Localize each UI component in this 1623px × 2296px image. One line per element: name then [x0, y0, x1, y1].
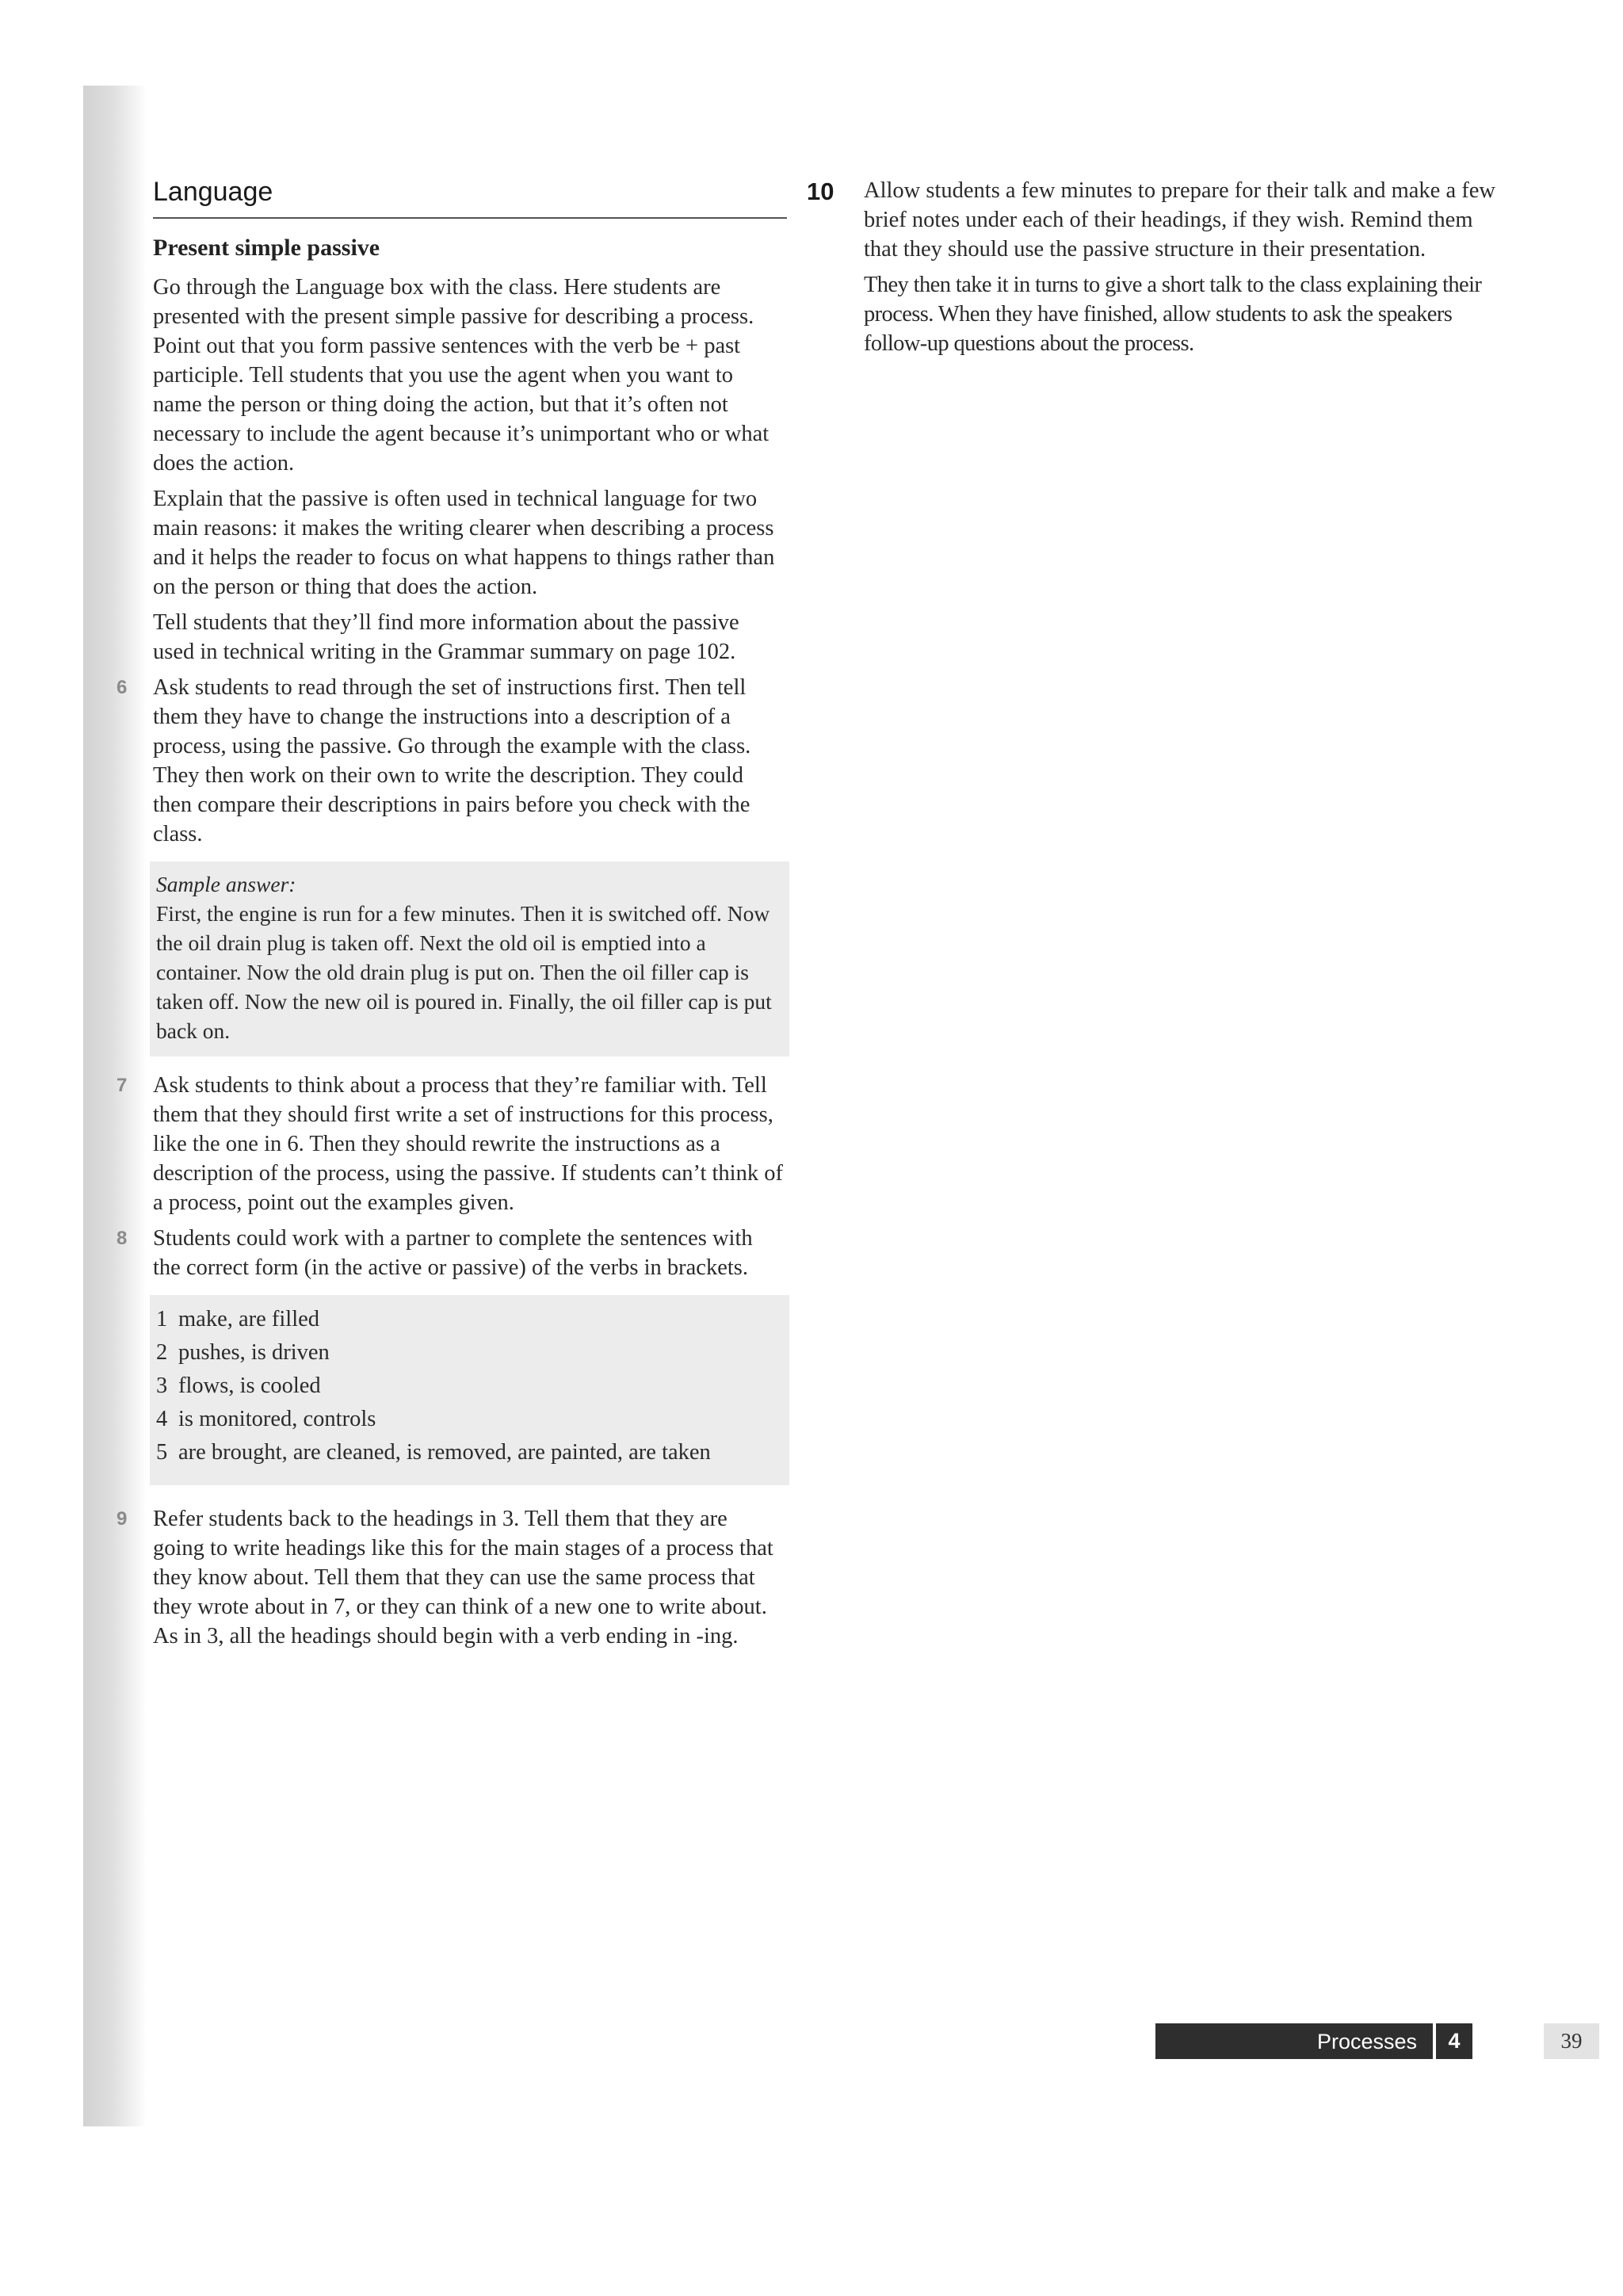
language-paragraph: Tell students that they’ll find more information about the passive used in technical writing in the Grammar summary on page 102. [153, 610, 739, 664]
item-text-continued: They then take it in turns to give a short talk to the class explaining their process. When they have finished, allow students to ask the speakers follow-up questions about the process. [864, 273, 1482, 356]
item-number: 6 [116, 677, 128, 698]
sample-answer-label: Sample answer: [156, 872, 296, 896]
answer-key-number: 2 [156, 1340, 168, 1365]
answer-key-box [150, 1295, 789, 1485]
answer-key-text: pushes, is driven [178, 1340, 330, 1365]
item-8 [116, 1224, 783, 1282]
left-column [116, 170, 783, 1657]
item-text: Allow students a few minutes to prepare for their talk and make a few brief notes under each of their headings, if they wish. Remind them that they should use the passive structure in their presentation. [864, 178, 1495, 262]
answer-key-text: make, are filled [178, 1307, 320, 1331]
answer-key-number: 1 [156, 1307, 168, 1331]
answer-key-row [156, 1305, 778, 1334]
answer-key-row [156, 1438, 778, 1467]
chapter-footer-bar [1155, 2023, 1472, 2059]
item-9 [116, 1504, 783, 1651]
present-simple-passive-subheading: Present simple passive [153, 235, 380, 261]
page-number: 39 [1544, 2023, 1599, 2059]
answer-key-number: 3 [156, 1373, 168, 1398]
language-paragraph: Go through the Language box with the class. Here students are presented with the present simple passive for describing a process. Point out that you form passive sentences with the verb be + past participle. Tell students that you use the agent when you want to name the person or thing doing the action, but that it’s often not necessary to include the agent because it’s unimportant who or what does the action. [153, 275, 769, 476]
language-paragraph: Explain that the passive is often used in technical language for two main reasons: it makes the writing clearer when describing a process and it helps the reader to focus on what happens to things rather than on the person or thing that does the action. [153, 487, 775, 599]
item-text: Ask students to read through the set of instructions first. Then tell them they have to change the instructions into a description of a process, using the passive. Go through the example with the class. They then work on their own to write the description. They could then compare their descriptions in pairs before you check with the class. [153, 675, 751, 846]
chapter-title: Processes [1316, 2030, 1417, 2053]
chapter-number: 4 [1448, 2029, 1461, 2053]
item-number: 7 [116, 1075, 128, 1096]
right-column [807, 176, 1506, 365]
sample-answer-box [150, 861, 789, 1056]
item-text: Refer students back to the headings in 3. Tell them that they are going to write headings like this for the main stages of a process that they know about. Tell them that they can use the same process that they wrote about in 7, or they can think of a new one to write about. As in 3, all the headings should begin with a verb ending in -ing. [153, 1507, 773, 1648]
item-10 [807, 176, 1506, 358]
item-6 [116, 673, 783, 849]
language-heading: Language [153, 170, 787, 219]
answer-key-text: is monitored, controls [178, 1407, 376, 1431]
answer-key-text: are brought, are cleaned, is removed, are painted, are taken [178, 1440, 711, 1465]
item-text: Ask students to think about a process that they’re familiar with. Tell them that they should first write a set of instructions for this process, like the one in 6. Then they should rewrite the instructions as a description of the process, using the passive. If students can’t think of a process, point out the examples given. [153, 1073, 783, 1215]
item-text: Students could work with a partner to complete the sentences with the correct form (in the active or passive) of the verbs in brackets. [153, 1226, 753, 1280]
answer-key-row [156, 1338, 778, 1367]
item-7 [116, 1071, 783, 1217]
answer-key-row [156, 1371, 778, 1400]
answer-key-row [156, 1404, 778, 1434]
page-binding-shadow [83, 86, 147, 2126]
item-number: 9 [116, 1508, 128, 1530]
answer-key-number: 4 [156, 1407, 168, 1431]
sample-answer-text: First, the engine is run for a few minutes. Then it is switched off. Now the oil drain plug is taken off. Next the old oil is emptied into a container. Now the old drain plug is put on. Then the oil filler cap is taken off. Now the new oil is poured in. Finally, the oil filler cap is put back on. [156, 901, 772, 1043]
answer-key-number: 5 [156, 1440, 168, 1465]
item-number: 10 [807, 178, 834, 205]
answer-key-text: flows, is cooled [178, 1373, 321, 1398]
item-number: 8 [116, 1228, 128, 1249]
